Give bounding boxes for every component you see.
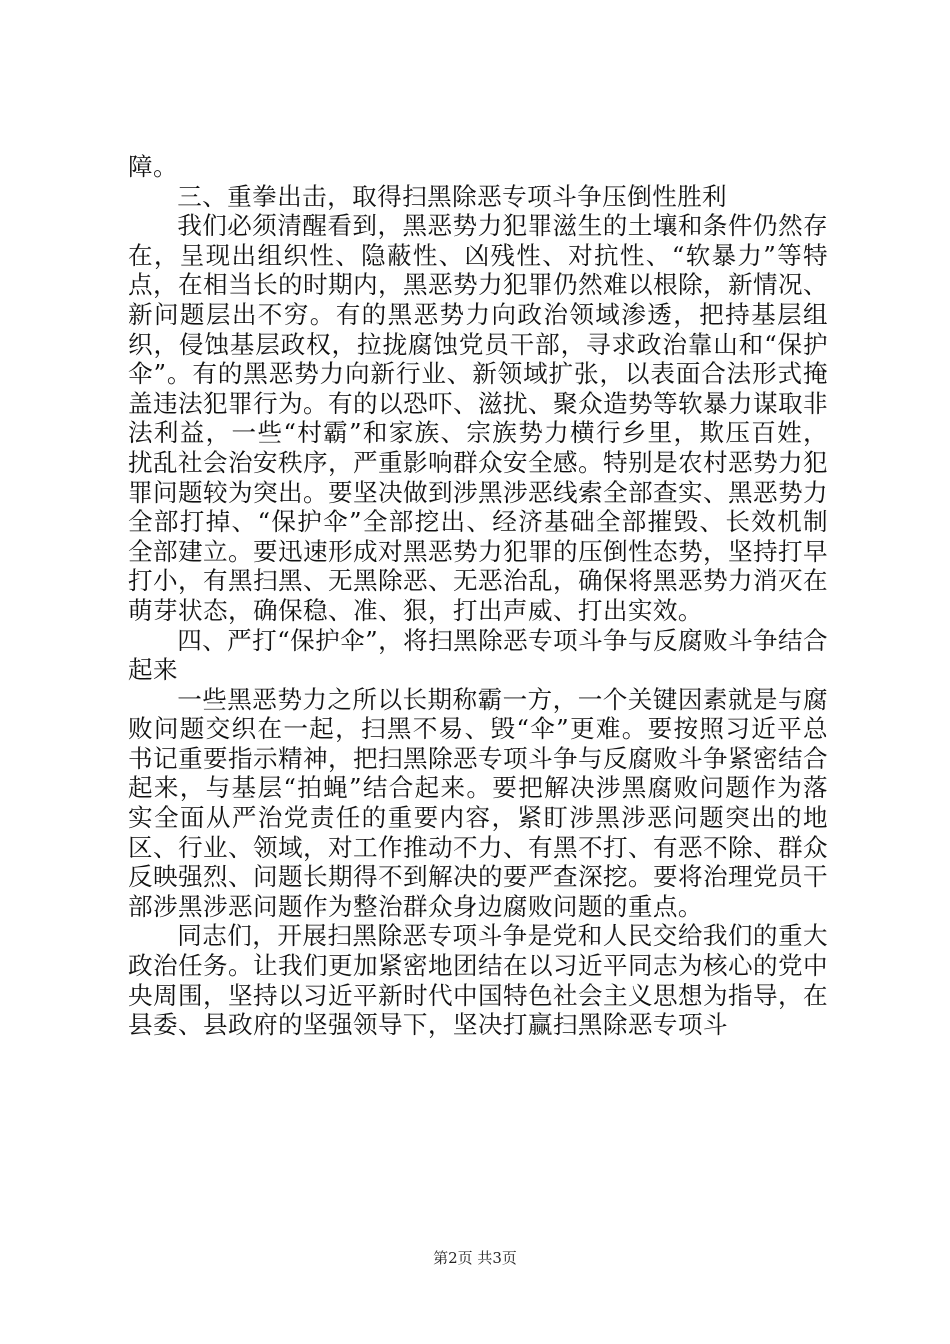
paragraph-body: 我们必须清醒看到，黑恶势力犯罪滋生的土壤和条件仍然存在，呈现出组织性、隐蔽性、凶残性、对抗性、“软暴力”等特点，在相当长的时期内，黑恶势力犯罪仍然难以根除，新情况、新问题层出不穷。有的黑恶势力向政治领域渗透，把持基层组织，侵蚀基层政权，拉拢腐蚀党员干部，寻求政治靠山和“保护伞”。有的黑恶势力向新行业、新领域扩张，以表面合法形式掩盖违法犯罪行为。有的以恐吓、滋扰、聚众造势等软暴力谋取非法利益，一些“村霸”和家族、宗族势力横行乡里，欺压百姓，扰乱社会治安秩序，严重影响群众安全感。特别是农村恶势力犯罪问题较为突出。要坚决做到涉黑涉恶线索全部查实、黑恶势力全部打掉、“保护伞”全部挖出、经济基础全部摧毁、长效机制全部建立。要迅速形成对黑恶势力犯罪的压倒性态势，坚持打早打小，有黑扫黑、无黑除恶、无恶治乱，确保将黑恶势力消灭在萌芽状态，确保稳、准、狠，打出声威、打出实效。 <box>128 211 828 625</box>
page-number-label: 第2页 共3页 <box>433 1249 517 1267</box>
document-body <box>128 152 828 1040</box>
page-footer <box>0 1248 950 1268</box>
paragraph-continuation: 障。 <box>128 152 178 181</box>
section-heading-four: 四、严打“保护伞”，将扫黑除恶专项斗争与反腐败斗争结合起来 <box>128 625 828 685</box>
section-heading-three: 三、重拳出击，取得扫黑除恶专项斗争压倒性胜利 <box>177 181 728 211</box>
paragraph-body: 一些黑恶势力之所以长期称霸一方，一个关键因素就是与腐败问题交织在一起，扫黑不易、毁“伞”更难。要按照习近平总书记重要指示精神，把扫黑除恶专项斗争与反腐败斗争紧密结合起来，与基层“拍蝇”结合起来。要把解决涉黑腐败问题作为落实全面从严治党责任的重要内容，紧盯涉黑涉恶问题突出的地区、行业、领域，对工作推动不力、有黑不打、有恶不除、群众反映强烈、问题长期得不到解决的要严查深挖。要将治理党员干部涉黑涉恶问题作为整治群众身边腐败问题的重点。 <box>128 684 828 921</box>
paragraph-closing: 同志们，开展扫黑除恶专项斗争是党和人民交给我们的重大政治任务。让我们更加紧密地团结在以习近平同志为核心的党中央周围，坚持以习近平新时代中国特色社会主义思想为指导，在县委、县政府的坚强领导下，坚决打赢扫黑除恶专项斗 <box>128 921 828 1040</box>
